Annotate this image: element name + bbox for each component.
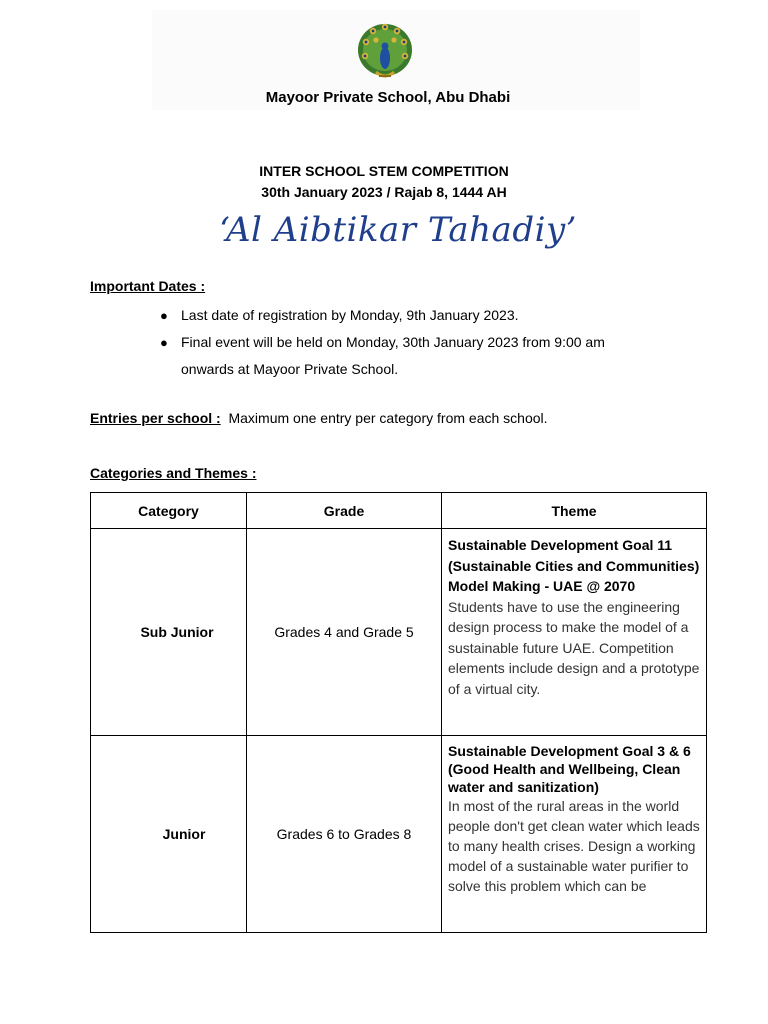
table-header-row [91, 493, 707, 529]
categories-table [90, 492, 707, 933]
school-name: Mayoor Private School, Abu Dhabi [265, 89, 511, 106]
entries-label: Entries per school : [90, 410, 221, 426]
column-header: Theme [442, 493, 707, 529]
category-cell: Junior [91, 736, 247, 933]
bullet-icon: ● [160, 335, 168, 350]
column-header: Grade [247, 493, 442, 529]
table-row [91, 736, 707, 933]
peacock-logo-icon [356, 22, 414, 84]
list-item-text: Last date of registration by Monday, 9th January 2023. [181, 307, 519, 323]
theme-body: Students have to use the engineering design process to make the model of a sustainable future UAE. Competition elements include design and a prototype of a virtual city. [448, 598, 700, 697]
competition-theme-name: ‘Al Aibtikar Tahadiy’ [219, 210, 577, 250]
theme-cell [442, 736, 707, 933]
grade-cell: Grades 4 and Grade 5 [247, 529, 442, 736]
competition-date: 30th January 2023 / Rajab 8, 1444 AH [261, 184, 507, 200]
important-dates-list [160, 302, 660, 383]
theme-cell [442, 529, 707, 736]
list-item-text: Final event will be held on Monday, 30th January 2023 from 9:00 am onwards at Mayoor Private School. [181, 334, 605, 377]
competition-title: INTER SCHOOL STEM COMPETITION [259, 163, 509, 179]
bullet-icon: ● [160, 308, 168, 323]
category-cell: Sub Junior [91, 529, 247, 736]
categories-heading: Categories and Themes : [90, 465, 257, 481]
list-item [160, 329, 660, 383]
column-header: Category [91, 493, 247, 529]
theme-title: Sustainable Development Goal 11 (Sustainable Cities and Communities) [448, 537, 700, 574]
theme-title: Sustainable Development Goal 3 & 6 (Good Health and Wellbeing, Clean water and sanitization) [448, 743, 691, 795]
important-dates-heading: Important Dates : [90, 278, 206, 294]
list-item [160, 302, 660, 329]
theme-subtitle: Model Making - UAE @ 2070 [448, 578, 636, 594]
table-row [91, 529, 707, 736]
entries-text: Maximum one entry per category from each school. [228, 410, 548, 426]
grade-cell: Grades 6 to Grades 8 [247, 736, 442, 933]
entries-per-school [90, 410, 548, 426]
theme-body: In most of the rural areas in the world people don't get clean water which leads to many health crises. Design a working model of a sustainable water purifier to solve this problem which can be [448, 798, 700, 894]
